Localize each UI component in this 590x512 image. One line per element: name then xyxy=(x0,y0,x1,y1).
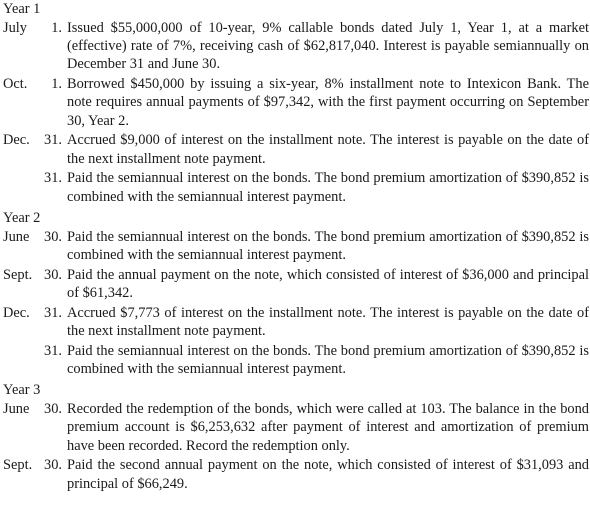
entry-day: 30. xyxy=(44,457,62,474)
entry-month: Sept. xyxy=(3,457,33,474)
entry-text: Accrued $7,773 of interest on the installment note. The interest is payable on the date of the next installment note payment. xyxy=(67,304,589,340)
entry-day: 31. xyxy=(44,132,62,149)
entry-month: Dec. xyxy=(3,304,30,321)
entry-month: Sept. xyxy=(3,266,33,283)
transaction-entry xyxy=(3,456,589,492)
entry-month: Oct. xyxy=(3,76,28,93)
entry-month: June xyxy=(3,401,30,418)
entry-day: 30. xyxy=(44,401,62,418)
entry-text: Issued $55,000,000 of 10-year, 9% callable bonds dated July 1, Year 1, at a market (effective) rate of 7%, receiving cash of $62,817,040. Interest is payable semiannually on December 31 and June 30. xyxy=(67,20,589,73)
year-heading: Year 2 xyxy=(3,209,41,226)
year-heading: Year 1 xyxy=(3,1,41,17)
entry-month xyxy=(3,169,34,205)
entry-day: 31. xyxy=(44,304,62,321)
entry-month xyxy=(3,342,34,378)
entry-month: July xyxy=(3,20,27,36)
entry-text: Accrued $9,000 of interest on the installment note. The interest is payable on the date of the next installment note payment. xyxy=(67,132,589,167)
entry-day: 30. xyxy=(44,266,62,283)
entry-text: Paid the second annual payment on the note, which consisted of interest of $31,093 and principal of $66,249. xyxy=(67,457,589,492)
entry-month: Dec. xyxy=(3,132,30,149)
transaction-entry xyxy=(3,304,589,340)
entry-day: 30. xyxy=(44,228,62,245)
transaction-entry xyxy=(3,19,589,74)
transaction-entry xyxy=(3,342,589,378)
transactions-document xyxy=(3,0,589,494)
transaction-entry xyxy=(3,131,589,167)
entry-day: 1. xyxy=(51,76,62,93)
year-heading: Year 3 xyxy=(3,382,41,399)
entry-text: Paid the annual payment on the note, which consisted of interest of $36,000 and principal of $61,342. xyxy=(67,266,589,302)
entry-day: 1. xyxy=(51,20,62,36)
entry-day: 31. xyxy=(44,342,62,359)
entry-text: Recorded the redemption of the bonds, which were called at 103. The balance in the bond premium account is $6,253,632 after payment of interest and amortization of premium have been recorded. Record the redemption only. xyxy=(67,401,589,454)
entry-month: June xyxy=(3,228,30,245)
transaction-entry xyxy=(3,75,589,130)
entry-text: Borrowed $450,000 by issuing a six-year, 8% installment note to Intexicon Bank. The note requires annual payments of $97,342, with the first payment occurring on September 30, Year 2. xyxy=(67,76,589,129)
transaction-entry xyxy=(3,266,589,302)
entry-text: Paid the semiannual interest on the bonds. The bond premium amortization of $390,852 is combined with the semiannual interest payment. xyxy=(67,228,589,264)
transaction-entry xyxy=(3,400,589,455)
entry-day: 31. xyxy=(44,170,62,187)
entry-text: Paid the semiannual interest on the bonds. The bond premium amortization of $390,852 is combined with the semiannual interest payment. xyxy=(67,170,589,205)
transaction-entry xyxy=(3,228,589,264)
transaction-entry xyxy=(3,169,589,205)
entry-text: Paid the semiannual interest on the bonds. The bond premium amortization of $390,852 is combined with the semiannual interest payment. xyxy=(67,342,589,378)
